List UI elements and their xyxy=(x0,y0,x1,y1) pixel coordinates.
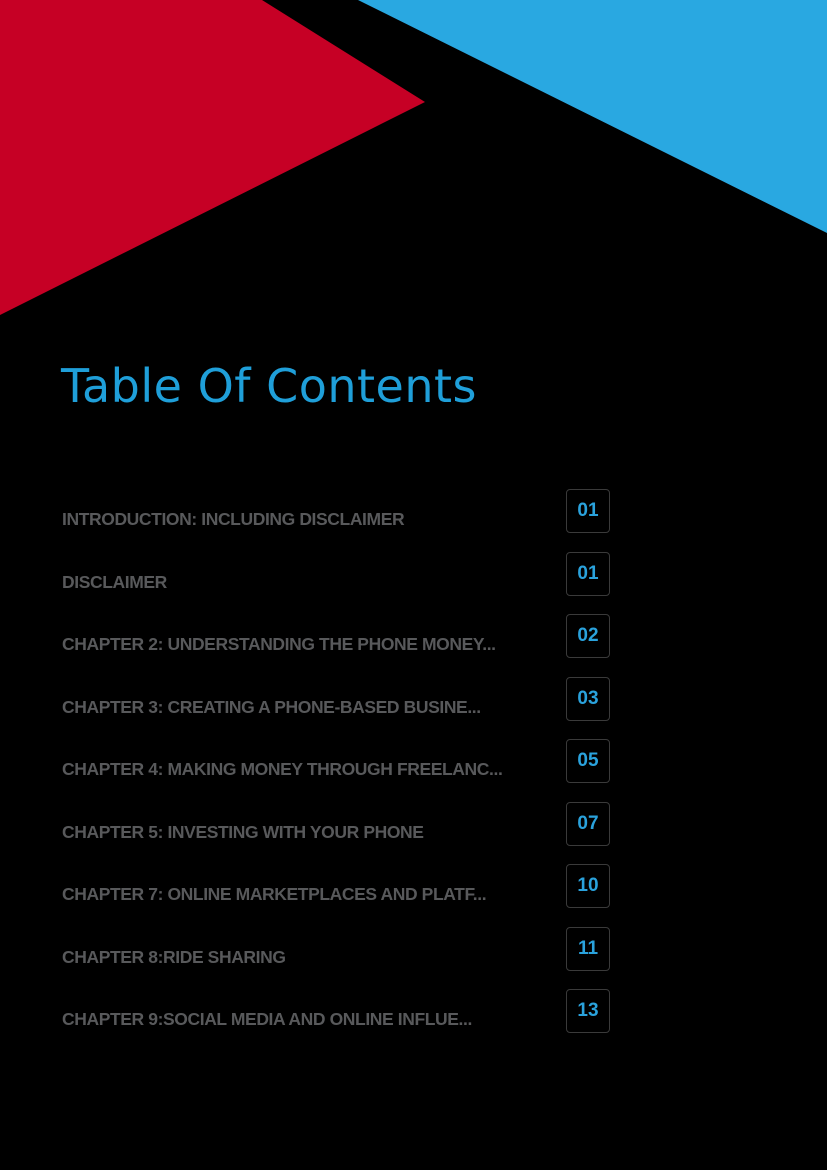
toc-entry-page-number: 01 xyxy=(566,489,610,533)
toc-entry[interactable] xyxy=(62,813,622,867)
toc-entry-label: CHAPTER 2: UNDERSTANDING THE PHONE MONEY... xyxy=(62,634,496,654)
toc-entry[interactable] xyxy=(62,875,622,929)
toc-entry-label: CHAPTER 4: MAKING MONEY THROUGH FREELANC... xyxy=(62,759,503,779)
toc-entry[interactable] xyxy=(62,750,622,804)
toc-entry[interactable] xyxy=(62,625,622,679)
toc-entry-label: CHAPTER 8:RIDE SHARING xyxy=(62,947,286,967)
toc-entry-page-number: 07 xyxy=(566,802,610,846)
toc-entry[interactable] xyxy=(62,1000,622,1054)
toc-entry[interactable] xyxy=(62,500,622,554)
toc-entry-label: DISCLAIMER xyxy=(62,572,167,592)
page-title: Table Of Contents xyxy=(61,359,478,413)
toc-entry-page-number: 03 xyxy=(566,677,610,721)
toc-entry-page-number: 05 xyxy=(566,739,610,783)
toc-entry-label: INTRODUCTION: INCLUDING DISCLAIMER xyxy=(62,509,405,529)
toc-entry-label: CHAPTER 5: INVESTING WITH YOUR PHONE xyxy=(62,822,424,842)
toc-entry-label: CHAPTER 7: ONLINE MARKETPLACES AND PLATF... xyxy=(62,884,487,904)
toc-entry[interactable] xyxy=(62,938,622,992)
toc-entry[interactable] xyxy=(62,688,622,742)
toc-entry-page-number: 01 xyxy=(566,552,610,596)
toc-entry-label: CHAPTER 9:SOCIAL MEDIA AND ONLINE INFLUE... xyxy=(62,1009,472,1029)
toc-entry-page-number: 02 xyxy=(566,614,610,658)
toc-entry-page-number: 10 xyxy=(566,864,610,908)
toc-entry-page-number: 11 xyxy=(566,927,610,971)
toc-entry[interactable] xyxy=(62,563,622,617)
toc-entry-page-number: 13 xyxy=(566,989,610,1033)
toc-entry-label: CHAPTER 3: CREATING A PHONE-BASED BUSINE... xyxy=(62,697,481,717)
